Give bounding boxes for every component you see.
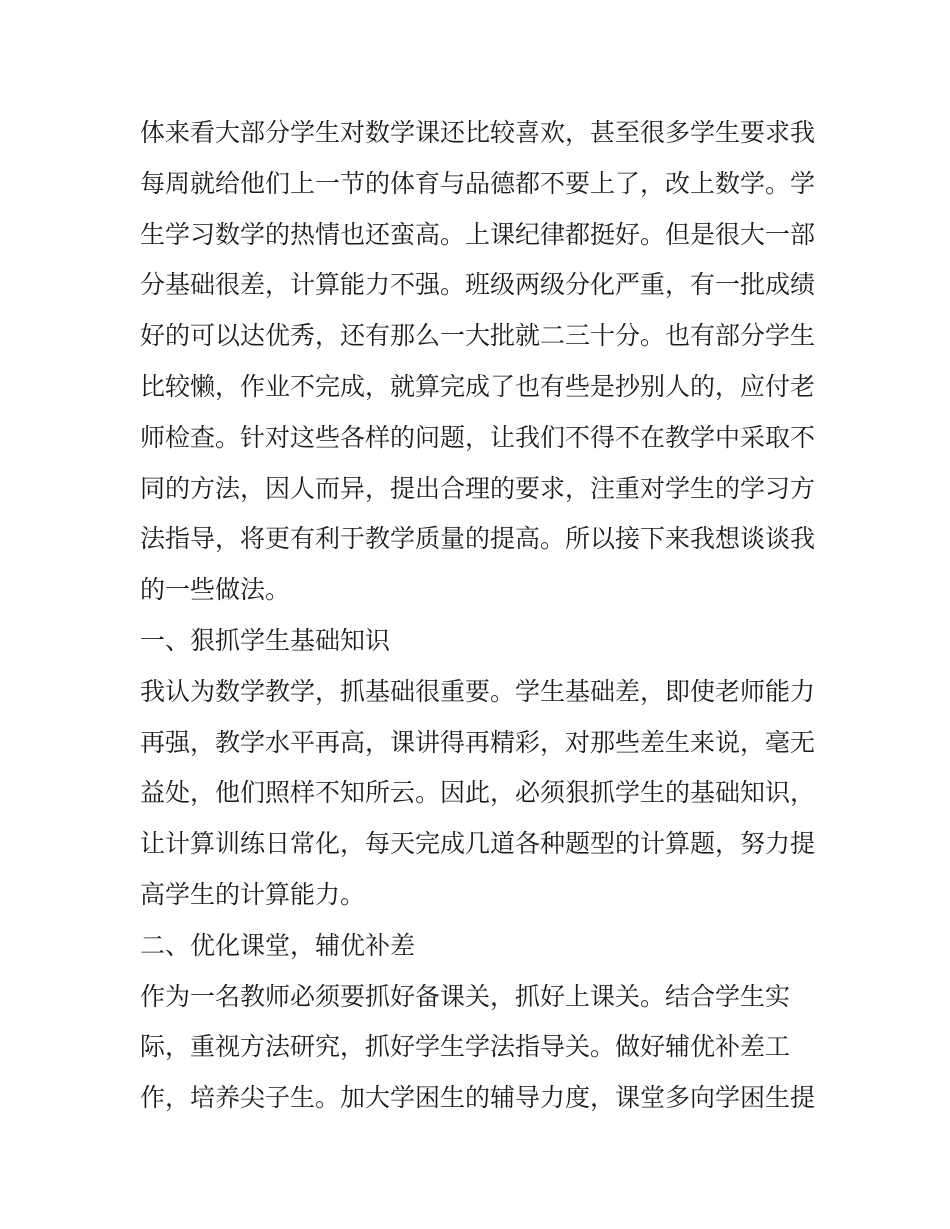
paragraph-line: 师检查。针对这些各样的问题，让我们不得不在教学中采取不 bbox=[140, 422, 816, 452]
paragraph-line: 我认为数学教学，抓基础很重要。学生基础差，即使老师能力 bbox=[140, 676, 816, 706]
paragraph-line: 生学习数学的热情也还蛮高。上课纪律都挺好。但是很大一部 bbox=[140, 219, 816, 249]
paragraph-line: 的一些做法。 bbox=[140, 575, 291, 605]
paragraph-line: 比较懒，作业不完成，就算完成了也有些是抄别人的，应付老 bbox=[140, 371, 816, 401]
document-body bbox=[140, 108, 820, 1124]
paragraph-line: 分基础很差，计算能力不强。班级两级分化严重，有一批成绩 bbox=[140, 270, 816, 300]
paragraph-line: 体来看大部分学生对数学课还比较喜欢，甚至很多学生要求我 bbox=[140, 118, 816, 147]
paragraph-line: 高学生的计算能力。 bbox=[140, 879, 366, 909]
paragraph-line: 好的可以达优秀，还有那么一大批就二三十分。也有部分学生 bbox=[140, 321, 816, 351]
paragraph-line: 让计算训练日常化，每天完成几道各种题型的计算题，努力提 bbox=[140, 829, 816, 859]
section-heading-1: 一、狠抓学生基础知识 bbox=[140, 625, 391, 655]
paragraph-line: 同的方法，因人而异，提出合理的要求，注重对学生的学习方 bbox=[140, 473, 816, 503]
paragraph-line: 作为一名教师必须要抓好备课关，抓好上课关。结合学生实 bbox=[140, 981, 791, 1011]
paragraph-line: 每周就给他们上一节的体育与品德都不要上了，改上数学。学 bbox=[140, 168, 816, 198]
paragraph-line: 际，重视方法研究，抓好学生学法指导关。做好辅优补差工 bbox=[140, 1032, 791, 1062]
paragraph-line: 作，培养尖子生。加大学困生的辅导力度，课堂多向学困生提 bbox=[140, 1083, 816, 1113]
paragraph-line: 益处，他们照样不知所云。因此，必须狠抓学生的基础知识， bbox=[140, 778, 816, 808]
section-heading-2: 二、优化课堂，辅优补差 bbox=[140, 930, 416, 960]
paragraph-line: 法指导，将更有利于教学质量的提高。所以接下来我想谈谈我 bbox=[140, 524, 816, 554]
paragraph-line: 再强，教学水平再高，课讲得再精彩，对那些差生来说，毫无 bbox=[140, 727, 816, 757]
